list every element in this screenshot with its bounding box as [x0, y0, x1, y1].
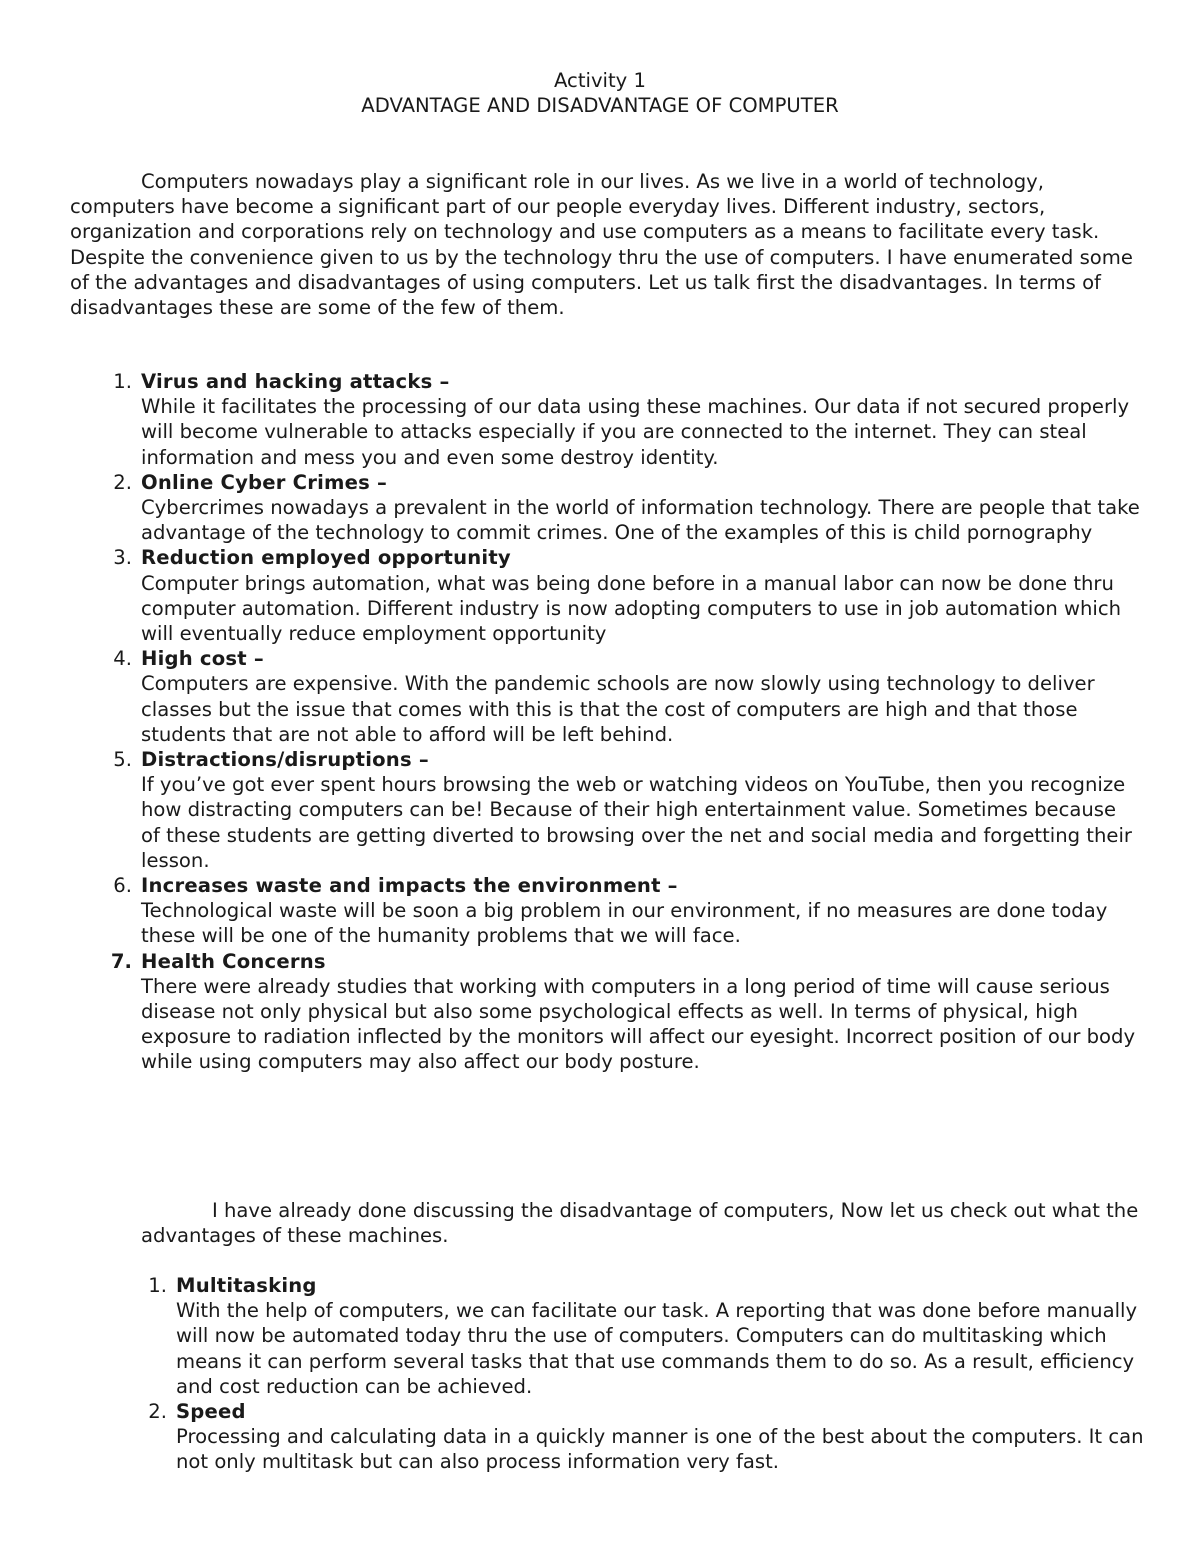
item-body: Cybercrimes nowadays a prevalent in the world of information technology. There are people that take advantage of the technology to commit crimes. One of the examples of this is child pornography [141, 496, 1140, 545]
item-heading: Increases waste and impacts the environment – [141, 874, 678, 898]
item-heading: High cost – [141, 647, 264, 671]
item-heading: Virus and hacking attacks – [141, 370, 450, 393]
item-heading: Multitasking [176, 1274, 317, 1297]
list-item [113, 747, 1141, 873]
item-number: 5. [113, 748, 132, 772]
item-heading: Speed [176, 1400, 246, 1424]
list-item [110, 949, 1141, 1075]
item-number: 7. [110, 949, 132, 973]
advantages-list [148, 1273, 1146, 1475]
list-item [113, 470, 1141, 546]
document-subtitle: ADVANTAGE AND DISADVANTAGE OF COMPUTER [361, 94, 839, 117]
item-number: 3. [113, 546, 132, 570]
list-item [148, 1273, 1146, 1399]
intro-paragraph: Computers nowadays play a significant role in our lives. As we live in a world of technology, computers have become a significant part of our people everyday lives. Different industry, sectors, organization and corporations rely on technology and use computers as a means to facilitate every task. Despite the convenience given to us by the technology thru the use of computers. I have enumerated some of the advantages and disadvantages of using computers. Let us talk first the disadvantages. In terms of disadvantages these are some of the few of them. [70, 170, 1133, 320]
item-number: 1. [113, 370, 132, 393]
disadvantages-list [110, 369, 1141, 1075]
item-body: With the help of computers, we can facilitate our task. A reporting that was done before manually will now be automated today thru the use of computers. Computers can do multitasking which means it can perform several tasks that that use commands them to do so. As a result, efficiency and cost reduction can be achieved. [176, 1299, 1138, 1398]
list-item [113, 646, 1141, 747]
item-number: 2. [148, 1400, 167, 1424]
list-item [113, 873, 1141, 949]
list-item [113, 369, 1141, 470]
item-number: 6. [113, 874, 132, 898]
item-body: While it facilitates the processing of our data using these machines. Our data if not secured properly will become vulnerable to attacks especially if you are connected to the internet. They can steal information and mess you and even some destroy identity. [141, 395, 1130, 469]
item-number: 1. [148, 1274, 167, 1297]
item-heading: Distractions/disruptions – [141, 748, 429, 772]
item-number: 4. [113, 647, 132, 671]
item-heading: Reduction employed opportunity [141, 546, 511, 570]
item-body: Processing and calculating data in a quickly manner is one of the best about the computers. It can not only multitask but can also process information very fast. [176, 1425, 1144, 1474]
item-body: Computers are expensive. With the pandemic schools are now slowly using technology to deliver classes but the issue that comes with this is that the cost of computers are high and that those students that are not able to afford will be left behind. [141, 672, 1095, 746]
document-title: Activity 1 [554, 69, 646, 92]
item-heading: Health Concerns [141, 949, 326, 973]
list-item [113, 545, 1141, 646]
item-heading: Online Cyber Crimes – [141, 470, 387, 494]
list-item [148, 1399, 1146, 1475]
item-number: 2. [113, 470, 132, 494]
item-body: Technological waste will be soon a big problem in our environment, if no measures are done today these will be one of the humanity problems that we will face. [141, 899, 1108, 948]
item-body: Computer brings automation, what was being done before in a manual labor can now be done thru computer automation. Different industry is now adopting computers to use in job automation which will eventually reduce employment opportunity [141, 571, 1122, 646]
item-body: If you’ve got ever spent hours browsing the web or watching videos on YouTube, then you recognize how distracting computers can be! Because of their high entertainment value. Sometimes because of these students are getting diverted to browsing over the net and social media and forgetting their lesson. [141, 773, 1132, 872]
transition-paragraph: I have already done discussing the disadvantage of computers, Now let us check out what the advantages of these machines. [141, 1199, 1139, 1248]
item-body: There were already studies that working with computers in a long period of time will cause serious disease not only physical but also some psychological effects as well. In terms of physical, high exposure to radiation inflected by the monitors will affect our eyesight. Incorrect position of our body while using computers may also affect our body posture. [141, 974, 1136, 1074]
